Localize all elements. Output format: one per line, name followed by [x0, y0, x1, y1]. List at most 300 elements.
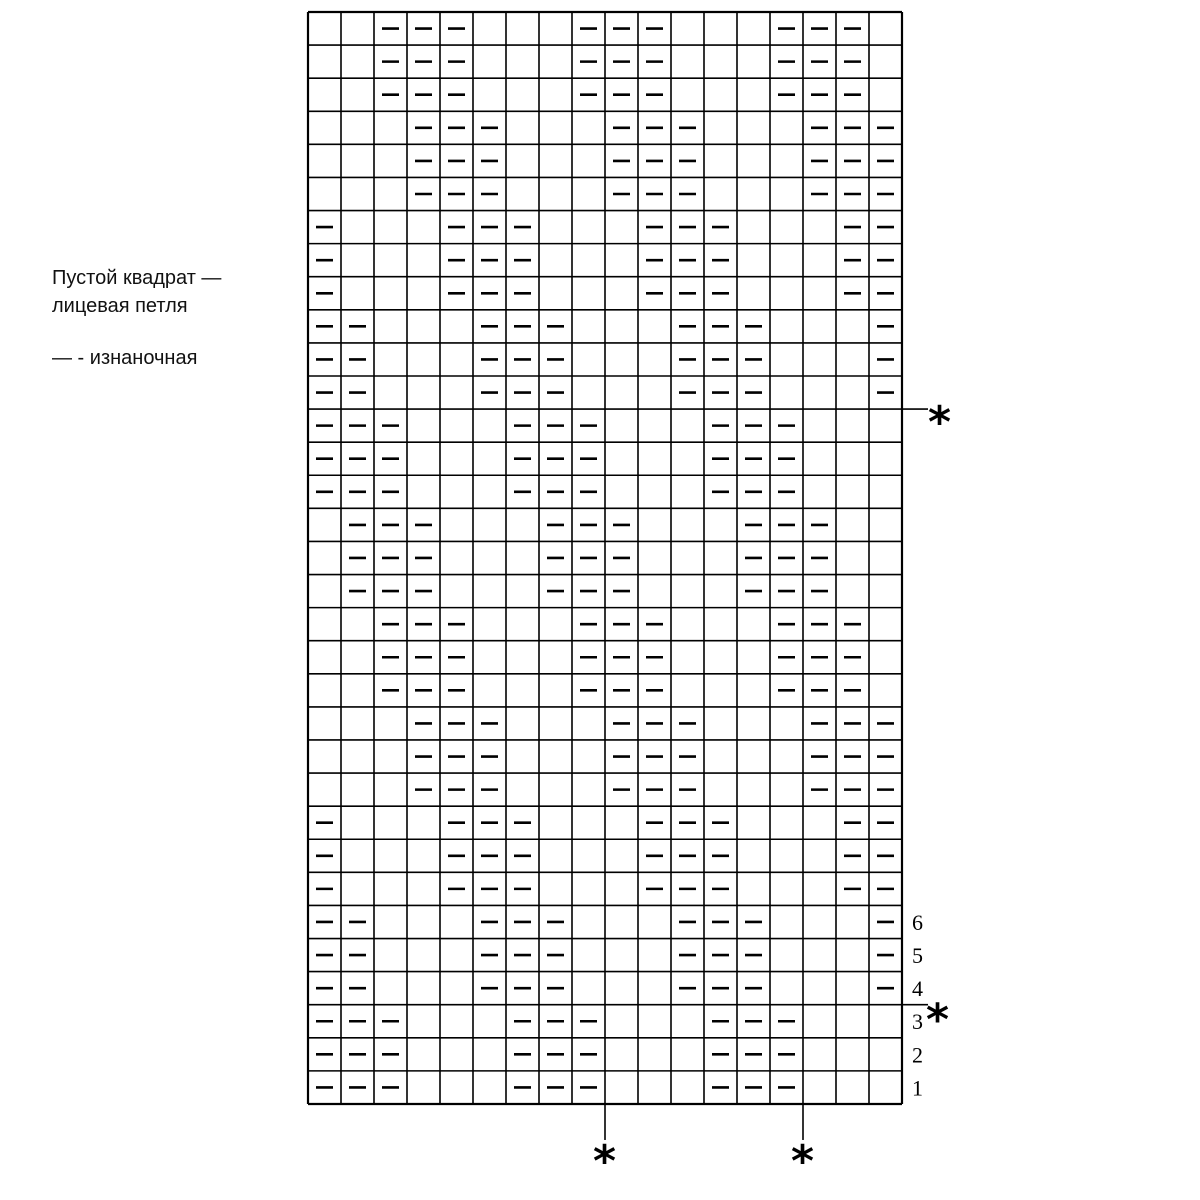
- knit-cell: [407, 376, 440, 409]
- knit-cell: [704, 45, 737, 78]
- knit-cell: [671, 45, 704, 78]
- knit-cell: [737, 144, 770, 177]
- knit-cell: [803, 409, 836, 442]
- knit-cell: [440, 541, 473, 574]
- knit-cell: [308, 674, 341, 707]
- knit-cell: [374, 277, 407, 310]
- knit-cell: [341, 144, 374, 177]
- knit-cell: [374, 839, 407, 872]
- knit-cell: [869, 1005, 902, 1038]
- knit-cell: [836, 905, 869, 938]
- knit-cell: [638, 541, 671, 574]
- knit-cell: [539, 211, 572, 244]
- knit-cell: [539, 740, 572, 773]
- knit-cell: [737, 872, 770, 905]
- knit-cell: [803, 939, 836, 972]
- knit-cell: [374, 376, 407, 409]
- knit-cell: [605, 409, 638, 442]
- knit-cell: [440, 409, 473, 442]
- knit-cell: [473, 442, 506, 475]
- knit-cell: [506, 608, 539, 641]
- knit-cell: [836, 409, 869, 442]
- knit-cell: [308, 740, 341, 773]
- knit-cell: [407, 310, 440, 343]
- knit-cell: [737, 277, 770, 310]
- knit-cell: [539, 872, 572, 905]
- knit-cell: [605, 872, 638, 905]
- knit-cell: [869, 45, 902, 78]
- knit-cell: [869, 78, 902, 111]
- knit-cell: [473, 508, 506, 541]
- knit-cell: [836, 575, 869, 608]
- knit-cell: [770, 872, 803, 905]
- knit-cell: [374, 244, 407, 277]
- knit-cell: [770, 211, 803, 244]
- knit-cell: [341, 872, 374, 905]
- knit-cell: [407, 939, 440, 972]
- knit-cell: [407, 211, 440, 244]
- knit-cell: [506, 45, 539, 78]
- knit-cell: [770, 177, 803, 210]
- knit-cell: [869, 608, 902, 641]
- knit-cell: [638, 475, 671, 508]
- knit-cell: [638, 508, 671, 541]
- knit-cell: [308, 641, 341, 674]
- knit-cell: [473, 475, 506, 508]
- knit-cell: [341, 806, 374, 839]
- knit-cell: [803, 310, 836, 343]
- knit-cell: [539, 674, 572, 707]
- knit-cell: [308, 177, 341, 210]
- knit-cell: [506, 773, 539, 806]
- knit-cell: [704, 12, 737, 45]
- legend-knit-line-1: Пустой квадрат —: [52, 267, 222, 289]
- knit-cell: [869, 674, 902, 707]
- knit-cell: [506, 740, 539, 773]
- knit-cell: [770, 144, 803, 177]
- knit-cell: [770, 839, 803, 872]
- knit-cell: [407, 442, 440, 475]
- knit-cell: [770, 244, 803, 277]
- knit-cell: [572, 376, 605, 409]
- knit-cell: [572, 740, 605, 773]
- knit-cell: [308, 111, 341, 144]
- knit-cell: [407, 839, 440, 872]
- row-number-label: 5: [912, 943, 923, 969]
- knit-cell: [803, 475, 836, 508]
- knit-cell: [407, 409, 440, 442]
- knit-cell: [704, 608, 737, 641]
- knit-cell: [473, 1038, 506, 1071]
- legend-knit-line-2: лицевая петля: [52, 295, 188, 317]
- knit-cell: [704, 111, 737, 144]
- knit-cell: [869, 575, 902, 608]
- knit-cell: [374, 773, 407, 806]
- knit-cell: [770, 376, 803, 409]
- knit-cell: [572, 839, 605, 872]
- knit-cell: [374, 972, 407, 1005]
- knit-cell: [605, 244, 638, 277]
- knit-cell: [473, 45, 506, 78]
- knit-cell: [737, 78, 770, 111]
- knit-cell: [506, 78, 539, 111]
- knit-cell: [737, 740, 770, 773]
- knit-cell: [308, 508, 341, 541]
- row-number-label: 3: [912, 1009, 923, 1035]
- knit-cell: [605, 972, 638, 1005]
- knit-cell: [341, 641, 374, 674]
- knit-cell: [539, 12, 572, 45]
- knit-cell: [836, 541, 869, 574]
- knit-cell: [671, 12, 704, 45]
- knit-cell: [638, 310, 671, 343]
- knit-cell: [737, 641, 770, 674]
- knit-cell: [671, 442, 704, 475]
- knit-cell: [737, 12, 770, 45]
- knit-cell: [374, 872, 407, 905]
- row-number-label: 2: [912, 1042, 923, 1068]
- knit-cell: [803, 376, 836, 409]
- knit-cell: [440, 442, 473, 475]
- knit-cell: [341, 674, 374, 707]
- knit-cell: [836, 376, 869, 409]
- knit-cell: [704, 707, 737, 740]
- knit-cell: [671, 641, 704, 674]
- knit-cell: [605, 806, 638, 839]
- knit-cell: [506, 707, 539, 740]
- knit-cell: [374, 144, 407, 177]
- knit-cell: [539, 177, 572, 210]
- knit-cell: [440, 1038, 473, 1071]
- knit-cell: [638, 972, 671, 1005]
- knit-cell: [869, 475, 902, 508]
- repeat-bottom-star: *: [926, 994, 950, 1046]
- knit-cell: [572, 211, 605, 244]
- knit-cell: [539, 839, 572, 872]
- knit-cell: [737, 674, 770, 707]
- knit-cell: [770, 343, 803, 376]
- knit-cell: [341, 177, 374, 210]
- knit-cell: [836, 1071, 869, 1104]
- knit-cell: [605, 277, 638, 310]
- knit-cell: [803, 277, 836, 310]
- knit-cell: [572, 939, 605, 972]
- knit-cell: [539, 277, 572, 310]
- knit-cell: [638, 1005, 671, 1038]
- knit-cell: [704, 177, 737, 210]
- knit-cell: [770, 111, 803, 144]
- knit-cell: [539, 641, 572, 674]
- knit-cell: [638, 939, 671, 972]
- knit-cell: [869, 1071, 902, 1104]
- knit-cell: [407, 972, 440, 1005]
- knit-cell: [869, 541, 902, 574]
- knit-cell: [638, 376, 671, 409]
- repeat-left-star: *: [593, 1135, 617, 1187]
- knit-cell: [704, 144, 737, 177]
- knit-cell: [737, 244, 770, 277]
- knit-cell: [374, 905, 407, 938]
- knit-cell: [473, 641, 506, 674]
- knit-cell: [572, 144, 605, 177]
- knit-cell: [671, 409, 704, 442]
- knit-cell: [770, 905, 803, 938]
- knit-cell: [803, 839, 836, 872]
- knit-cell: [770, 707, 803, 740]
- knit-cell: [506, 508, 539, 541]
- knit-cell: [374, 740, 407, 773]
- knit-cell: [341, 211, 374, 244]
- knit-cell: [836, 1005, 869, 1038]
- knit-cell: [308, 144, 341, 177]
- knit-cell: [704, 740, 737, 773]
- knit-cell: [869, 409, 902, 442]
- knit-cell: [440, 343, 473, 376]
- knit-cell: [803, 442, 836, 475]
- knit-cell: [572, 773, 605, 806]
- knit-cell: [572, 177, 605, 210]
- knit-cell: [737, 839, 770, 872]
- knit-cell: [803, 872, 836, 905]
- knit-cell: [308, 541, 341, 574]
- knit-cell: [407, 872, 440, 905]
- knit-cell: [341, 740, 374, 773]
- knit-cell: [836, 310, 869, 343]
- knit-cell: [671, 1071, 704, 1104]
- knit-cell: [407, 1005, 440, 1038]
- knit-cell: [638, 343, 671, 376]
- knit-cell: [605, 376, 638, 409]
- knit-cell: [440, 1071, 473, 1104]
- knit-cell: [704, 575, 737, 608]
- knit-cell: [638, 1038, 671, 1071]
- knit-cell: [572, 707, 605, 740]
- knit-cell: [473, 608, 506, 641]
- knit-cell: [836, 442, 869, 475]
- knit-cell: [440, 1005, 473, 1038]
- knit-cell: [572, 343, 605, 376]
- knit-cell: [539, 144, 572, 177]
- knit-cell: [770, 773, 803, 806]
- knit-cell: [539, 45, 572, 78]
- knit-cell: [572, 872, 605, 905]
- knit-cell: [473, 541, 506, 574]
- knit-cell: [341, 277, 374, 310]
- knit-cell: [440, 972, 473, 1005]
- knit-cell: [605, 343, 638, 376]
- knit-cell: [341, 839, 374, 872]
- knit-cell: [572, 111, 605, 144]
- row-number-label: 6: [912, 909, 923, 935]
- knit-cell: [671, 1005, 704, 1038]
- knit-cell: [374, 939, 407, 972]
- knit-cell: [803, 1005, 836, 1038]
- knit-cell: [506, 641, 539, 674]
- knit-cell: [572, 244, 605, 277]
- knit-cell: [308, 12, 341, 45]
- knit-cell: [308, 575, 341, 608]
- knit-cell: [638, 1071, 671, 1104]
- knit-cell: [440, 310, 473, 343]
- knit-cell: [638, 442, 671, 475]
- knit-cell: [671, 475, 704, 508]
- knit-cell: [572, 310, 605, 343]
- knit-cell: [869, 442, 902, 475]
- knit-cell: [407, 475, 440, 508]
- knit-cell: [572, 972, 605, 1005]
- knit-cell: [341, 45, 374, 78]
- knit-cell: [605, 905, 638, 938]
- knit-cell: [374, 177, 407, 210]
- knit-cell: [605, 1038, 638, 1071]
- knit-cell: [836, 972, 869, 1005]
- knit-cell: [539, 608, 572, 641]
- knit-cell: [572, 905, 605, 938]
- knit-cell: [704, 641, 737, 674]
- knit-cell: [308, 707, 341, 740]
- knit-cell: [671, 1038, 704, 1071]
- knit-cell: [770, 939, 803, 972]
- knit-cell: [704, 674, 737, 707]
- knit-cell: [440, 376, 473, 409]
- knit-cell: [506, 575, 539, 608]
- knit-cell: [308, 608, 341, 641]
- knit-cell: [374, 211, 407, 244]
- knit-cell: [737, 177, 770, 210]
- knit-cell: [308, 78, 341, 111]
- knit-cell: [473, 78, 506, 111]
- knit-cell: [836, 1038, 869, 1071]
- knit-cell: [638, 409, 671, 442]
- knit-cell: [407, 905, 440, 938]
- knit-cell: [473, 575, 506, 608]
- repeat-right-star: *: [791, 1135, 815, 1187]
- knit-cell: [572, 806, 605, 839]
- knit-cell: [506, 12, 539, 45]
- knit-cell: [539, 244, 572, 277]
- knit-cell: [374, 111, 407, 144]
- knit-cell: [539, 707, 572, 740]
- knit-cell: [803, 806, 836, 839]
- knit-cell: [803, 1038, 836, 1071]
- knit-cell: [671, 78, 704, 111]
- knit-cell: [308, 45, 341, 78]
- knit-cell: [539, 78, 572, 111]
- knit-cell: [737, 773, 770, 806]
- knit-cell: [605, 939, 638, 972]
- knit-cell: [506, 674, 539, 707]
- knit-cell: [605, 1005, 638, 1038]
- knit-cell: [737, 211, 770, 244]
- knit-cell: [737, 806, 770, 839]
- knit-cell: [605, 839, 638, 872]
- knit-cell: [869, 641, 902, 674]
- knit-cell: [473, 409, 506, 442]
- knit-cell: [308, 773, 341, 806]
- knit-cell: [440, 508, 473, 541]
- knit-cell: [407, 244, 440, 277]
- knit-cell: [605, 211, 638, 244]
- knit-cell: [671, 674, 704, 707]
- knit-cell: [737, 111, 770, 144]
- knit-cell: [605, 442, 638, 475]
- knit-cell: [407, 277, 440, 310]
- knit-cell: [836, 475, 869, 508]
- knit-cell: [341, 244, 374, 277]
- knit-cell: [803, 343, 836, 376]
- knit-cell: [440, 475, 473, 508]
- knit-cell: [803, 972, 836, 1005]
- knit-cell: [737, 707, 770, 740]
- knit-cell: [374, 310, 407, 343]
- knit-cell: [506, 111, 539, 144]
- knit-cell: [869, 12, 902, 45]
- knit-cell: [341, 12, 374, 45]
- knit-cell: [572, 277, 605, 310]
- knit-cell: [605, 475, 638, 508]
- knit-cell: [770, 310, 803, 343]
- knit-cell: [473, 1005, 506, 1038]
- row-number-label: 4: [912, 976, 923, 1002]
- knit-cell: [803, 244, 836, 277]
- knit-cell: [407, 806, 440, 839]
- knit-cell: [869, 1038, 902, 1071]
- knit-cell: [836, 939, 869, 972]
- knit-cell: [704, 508, 737, 541]
- knit-cell: [836, 343, 869, 376]
- knit-cell: [671, 608, 704, 641]
- knit-cell: [869, 508, 902, 541]
- knit-cell: [374, 343, 407, 376]
- knit-cell: [407, 1038, 440, 1071]
- knit-cell: [737, 608, 770, 641]
- knit-cell: [704, 773, 737, 806]
- knit-cell: [440, 939, 473, 972]
- knit-cell: [770, 277, 803, 310]
- knit-cell: [671, 575, 704, 608]
- row-number-label: 1: [912, 1075, 923, 1101]
- knit-cell: [638, 575, 671, 608]
- knit-cell: [374, 707, 407, 740]
- knit-cell: [341, 111, 374, 144]
- knit-cell: [473, 12, 506, 45]
- knit-cell: [374, 806, 407, 839]
- knit-cell: [440, 575, 473, 608]
- knit-cell: [539, 111, 572, 144]
- knit-cell: [803, 211, 836, 244]
- repeat-top-star: *: [928, 397, 952, 449]
- knit-cell: [704, 541, 737, 574]
- knit-cell: [341, 608, 374, 641]
- knit-cell: [539, 773, 572, 806]
- knit-cell: [407, 343, 440, 376]
- knit-cell: [473, 674, 506, 707]
- knit-cell: [341, 773, 374, 806]
- knit-cell: [506, 144, 539, 177]
- knit-cell: [473, 1071, 506, 1104]
- knit-cell: [737, 45, 770, 78]
- knit-cell: [341, 707, 374, 740]
- knit-cell: [539, 806, 572, 839]
- knit-cell: [704, 78, 737, 111]
- knit-cell: [638, 905, 671, 938]
- knit-cell: [770, 740, 803, 773]
- knit-cell: [440, 905, 473, 938]
- knit-cell: [803, 905, 836, 938]
- legend-purl-line: — - изнаночная: [52, 347, 198, 369]
- knit-cell: [803, 1071, 836, 1104]
- knit-cell: [605, 310, 638, 343]
